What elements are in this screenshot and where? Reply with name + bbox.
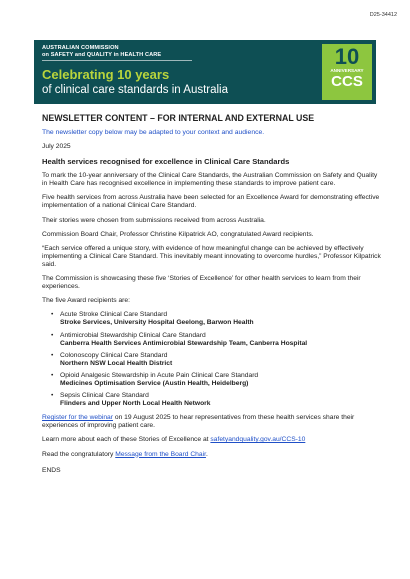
badge-number: 10 <box>334 44 360 69</box>
logo-divider <box>42 60 192 61</box>
usage-note: The newsletter copy below may be adapted to your context and audience. <box>42 129 265 136</box>
webinar-register-link[interactable]: Register for the webinar <box>42 414 113 422</box>
list-item <box>51 311 382 327</box>
banner-headline: Celebrating 10 years <box>42 67 170 82</box>
ends-marker: ENDS <box>42 466 61 474</box>
award-recipient: Northern NSW Local Health District <box>60 359 173 367</box>
badge-label: ANNIVERSARY <box>330 68 364 73</box>
commission-logo-text <box>42 45 161 58</box>
paragraph: The Commission is showcasing these five ‘Stories of Excellence’ for other health services to learn from their experiences. <box>42 275 361 291</box>
award-standard: Antimicrobial Stewardship Clinical Care Standard <box>60 331 206 339</box>
learn-more-paragraph <box>42 436 382 444</box>
paragraph: Their stories were chosen from submissions received from across Australia. <box>42 216 266 224</box>
webinar-paragraph <box>42 414 382 430</box>
paragraph: To mark the 10-year anniversary of the Clinical Care Standards, the Australian Commission on Safety and Quality in Health Care has recognised excellence in implementing these standards to improve patient care. <box>42 172 378 188</box>
paragraph: The five Award recipients are: <box>42 297 130 305</box>
award-recipient: Medicines Optimisation Service (Austin Health, Heidelberg) <box>60 379 249 387</box>
page-title: NEWSLETTER CONTENT – FOR INTERNAL AND EXTERNAL USE <box>42 113 315 123</box>
paragraph: “Each service offered a unique story, with evidence of how meaningful change can be achieved by effectively implementing a Clinical Care Standard. This inevitably meant innovating to overcome hurdles,” Professor Kilpatrick said. <box>42 244 381 268</box>
message-paragraph <box>42 451 382 459</box>
article-heading: Health services recognised for excellence in Clinical Care Standards <box>42 157 290 167</box>
board-chair-message-link[interactable]: Message from the Board Chair <box>115 450 206 458</box>
paragraph: Five health services from across Australia have been selected for an Excellence Award for demonstrating effective implementation of a national Clinical Care Standard. <box>42 194 380 210</box>
list-item <box>51 332 382 348</box>
list-item <box>51 392 382 408</box>
award-standard: Opioid Analgesic Stewardship in Acute Pain Clinical Care Standard <box>60 371 259 379</box>
issue-date: July 2025 <box>42 143 71 151</box>
webinar-text: on 19 August 2025 to hear representatives from these health services share their experiences of improving patient care. <box>42 414 355 430</box>
award-list <box>42 311 382 408</box>
newsletter-body <box>42 113 382 481</box>
paragraph: Commission Board Chair, Professor Christine Kilpatrick AO, congratulated Award recipients. <box>42 230 314 238</box>
org-line-2: on SAFETY and QUALITY in HEALTH CARE <box>42 51 162 58</box>
anniversary-badge <box>322 44 372 100</box>
award-recipient: Canberra Health Services Antimicrobial Stewardship Team, Canberra Hospital <box>60 339 308 347</box>
badge-acronym: CCS <box>331 73 363 90</box>
award-standard: Acute Stroke Clinical Care Standard <box>60 311 168 319</box>
document-id: D25-34412 <box>369 12 397 18</box>
award-recipient: Flinders and Upper North Local Health Network <box>60 400 211 408</box>
list-item <box>51 372 382 388</box>
learn-more-text: Learn more about each of these Stories of Excellence at <box>42 436 211 444</box>
award-standard: Sepsis Clinical Care Standard <box>60 392 149 400</box>
banner-subheadline: of clinical care standards in Australia <box>42 84 229 96</box>
message-text: Read the congratulatory <box>42 450 116 458</box>
award-standard: Colonoscopy Clinical Care Standard <box>60 351 168 359</box>
org-line-1: AUSTRALIAN COMMISSION <box>42 45 119 51</box>
award-recipient: Stroke Services, University Hospital Geelong, Barwon Health <box>60 319 254 327</box>
ccs-10-link[interactable]: safetyandquality.gov.au/CCS-10 <box>210 436 306 444</box>
list-item <box>51 352 382 368</box>
message-suffix: . <box>205 450 208 458</box>
header-banner <box>34 40 376 104</box>
